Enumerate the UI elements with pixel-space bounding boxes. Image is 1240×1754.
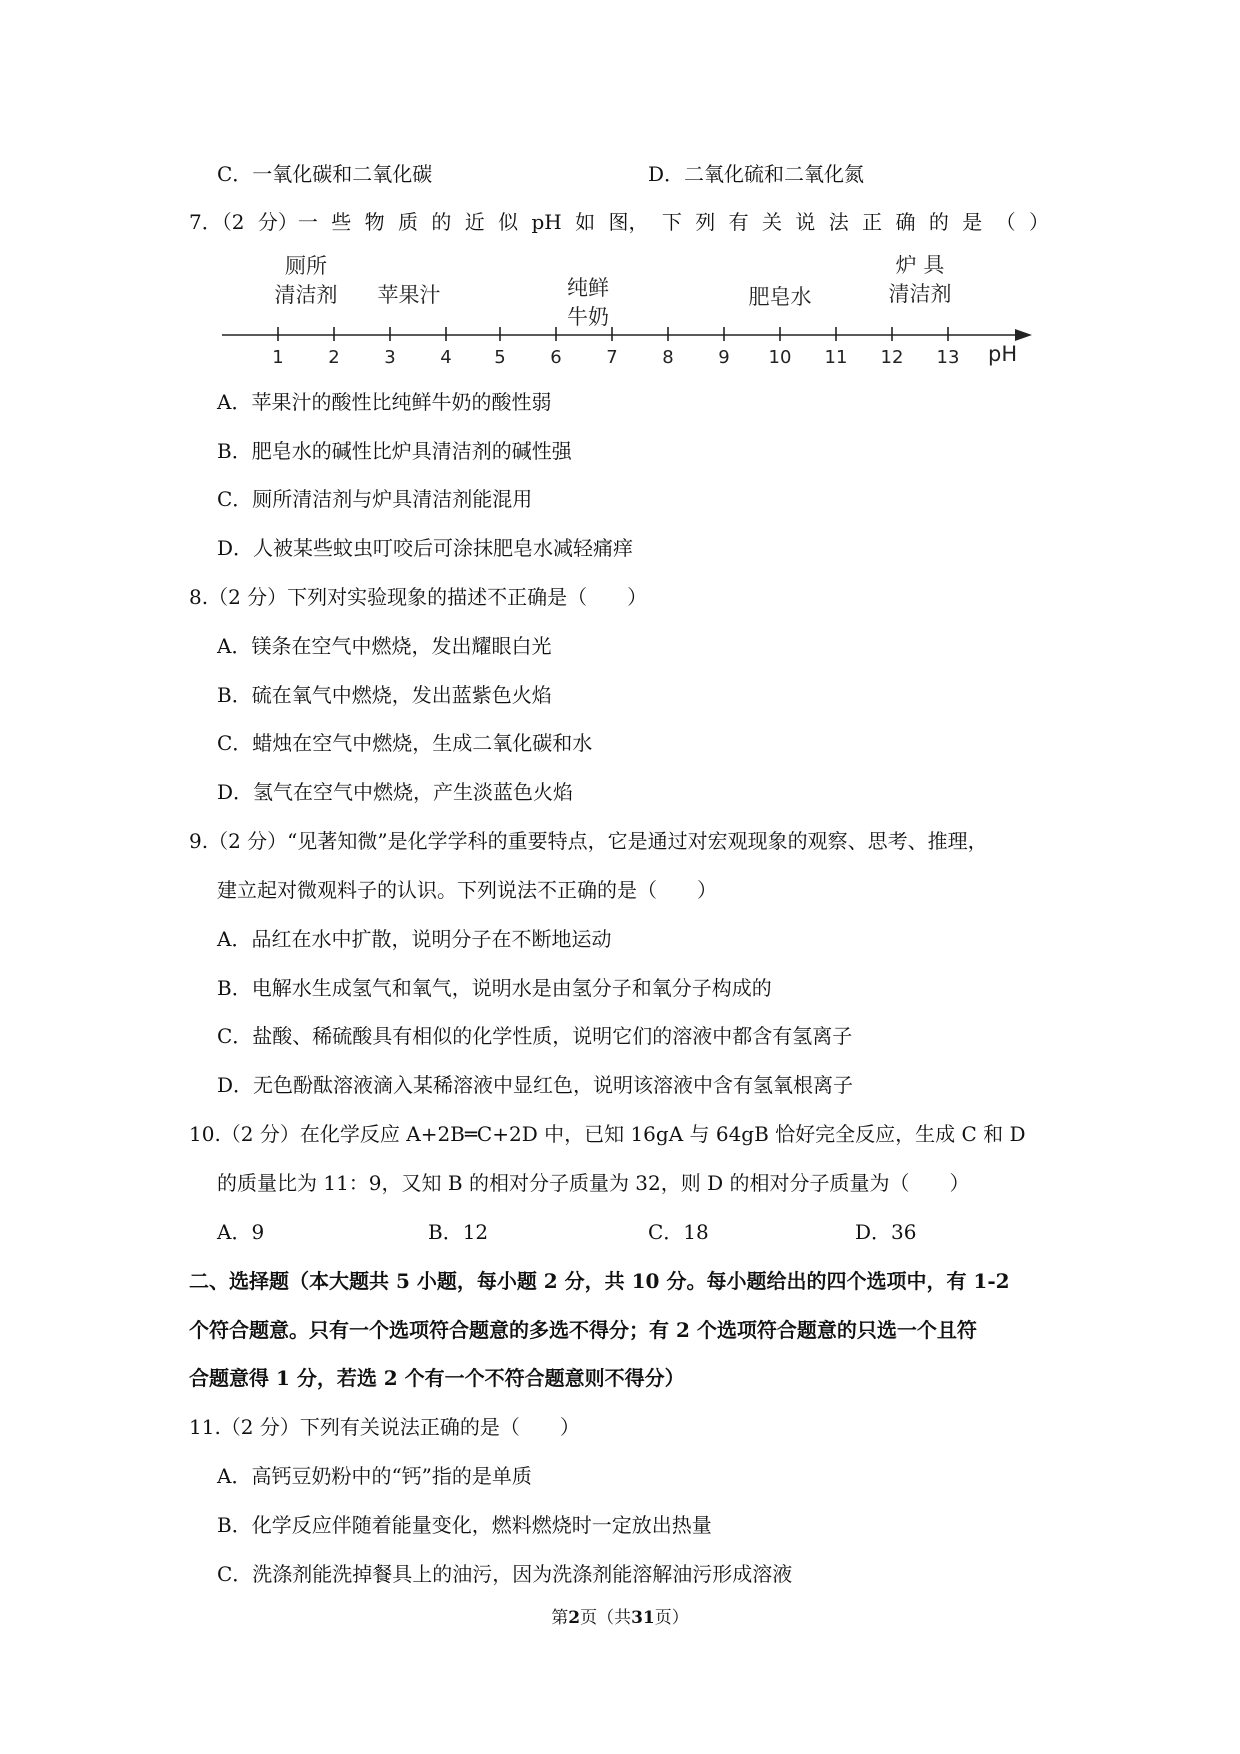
q7-stem-char: 似 bbox=[498, 210, 519, 234]
q10-stem-line1: 10.（2 分）在化学反应 A+2B═C+2D 中，已知 16gA 与 64gB 恰好完全反应，生成 C 和 D bbox=[189, 1122, 1026, 1146]
q7-stem-char: 关 bbox=[761, 210, 782, 234]
q7-stem-char: 的 bbox=[928, 210, 949, 234]
ph-scale-figure bbox=[210, 255, 1040, 375]
section2-heading-line3: 合题意得 1 分，若选 2 个有一个不符合题意则不得分） bbox=[189, 1366, 685, 1390]
ph-tick-label: 1 bbox=[272, 347, 284, 368]
q10-option-a: A．9 bbox=[217, 1220, 265, 1244]
q7-stem-char: ） bbox=[1028, 210, 1049, 234]
ph-tick-label: 8 bbox=[662, 347, 674, 368]
q7-stem-char: （ bbox=[995, 210, 1016, 234]
q7-stem-char: 有 bbox=[728, 210, 749, 234]
ph-substance-label: 苹果汁 bbox=[377, 283, 441, 307]
q11-option-a: A．高钙豆奶粉中的“钙”指的是单质 bbox=[217, 1464, 532, 1488]
section2-heading-line1: 二、选择题（本大题共 5 小题，每小题 2 分，共 10 分。每小题给出的四个选项中，有 1-2 bbox=[189, 1269, 1010, 1293]
footer-mid: 页（共 bbox=[580, 1608, 632, 1628]
q6-option-d: D．二氧化硫和二氧化氮 bbox=[648, 162, 865, 186]
q7-stem-char: 的 bbox=[431, 210, 452, 234]
q7-stem-char: 说 bbox=[795, 210, 816, 234]
ph-substance-label: 肥皂水 bbox=[748, 285, 812, 309]
q7-stem-char: pH bbox=[531, 210, 562, 234]
q7-option-b: B．肥皂水的碱性比炉具清洁剂的碱性强 bbox=[217, 439, 572, 463]
q11-option-c: C．洗涤剂能洗掉餐具上的油污，因为洗涤剂能溶解油污形成溶液 bbox=[217, 1562, 793, 1586]
q7-stem-char: 下 bbox=[661, 210, 682, 234]
q7-stem-char: 列 bbox=[695, 210, 716, 234]
q7-stem-char: 是 bbox=[962, 210, 983, 234]
q9-option-a: A．品红在水中扩散，说明分子在不断地运动 bbox=[217, 927, 612, 951]
q9-option-b: B．电解水生成氢气和氧气，说明水是由氢分子和氧分子构成的 bbox=[217, 976, 772, 1000]
q7-stem-char: 7．（2 bbox=[189, 210, 245, 234]
ph-tick-label: 9 bbox=[718, 347, 730, 368]
q10-option-c: C．18 bbox=[648, 1220, 709, 1244]
footer-post: 页） bbox=[654, 1608, 689, 1628]
footer-total-pages: 31 bbox=[631, 1608, 655, 1628]
q9-option-d: D．无色酚酞溶液滴入某稀溶液中显红色，说明该溶液中含有氢氧根离子 bbox=[217, 1073, 854, 1097]
ph-substance-label: 清洁剂 bbox=[274, 283, 338, 307]
q7-option-c: C．厕所清洁剂与炉具清洁剂能混用 bbox=[217, 487, 533, 511]
q10-option-d: D．36 bbox=[855, 1220, 917, 1244]
q11-option-b: B．化学反应伴随着能量变化，燃料燃烧时一定放出热量 bbox=[217, 1513, 712, 1537]
q7-option-d: D．人被某些蚊虫叮咬后可涂抹肥皂水减轻痛痒 bbox=[217, 536, 634, 560]
ph-substance-label: 厕所 bbox=[285, 255, 327, 278]
ph-axis-arrow bbox=[1015, 329, 1032, 341]
q7-stem-char: 法 bbox=[828, 210, 849, 234]
ph-tick-label: 11 bbox=[824, 347, 848, 368]
ph-tick-label: 13 bbox=[936, 347, 960, 368]
ph-tick-label: 10 bbox=[768, 347, 792, 368]
q7-option-a: A．苹果汁的酸性比纯鲜牛奶的酸性弱 bbox=[217, 390, 552, 414]
q8-option-d: D．氢气在空气中燃烧，产生淡蓝色火焰 bbox=[217, 780, 574, 804]
ph-tick-label: 12 bbox=[880, 347, 904, 368]
ph-substance-label: 炉 具 bbox=[895, 255, 945, 277]
q7-stem-char: 近 bbox=[464, 210, 485, 234]
ph-unit-label: pH bbox=[988, 342, 1018, 366]
q10-stem-line2: 的质量比为 11：9，又知 B 的相对分子质量为 32，则 D 的相对分子质量为（ ） bbox=[217, 1171, 970, 1195]
q7-stem-char: 质 bbox=[397, 210, 418, 234]
q9-stem-line1: 9.（2 分）“见著知微”是化学学科的重要特点，它是通过对宏观现象的观察、思考、推理， bbox=[189, 829, 988, 853]
footer-pre: 第 bbox=[551, 1608, 569, 1628]
q7-stem-char: 些 bbox=[331, 210, 352, 234]
q9-option-c: C．盐酸、稀硫酸具有相似的化学性质，说明它们的溶液中都含有氢离子 bbox=[217, 1024, 853, 1048]
q9-stem-line2: 建立起对微观料子的认识。下列说法不正确的是（ ） bbox=[217, 878, 717, 902]
ph-tick-label: 3 bbox=[384, 347, 396, 368]
footer-page-number: 2 bbox=[568, 1608, 581, 1628]
q7-stem-char: 如 bbox=[575, 210, 596, 234]
q7-stem bbox=[189, 208, 1049, 236]
q7-stem-char: 图， bbox=[608, 210, 649, 234]
ph-substance-label: 牛奶 bbox=[567, 305, 609, 329]
q7-stem-char: 物 bbox=[364, 210, 385, 234]
ph-substance-label: 清洁剂 bbox=[888, 282, 952, 306]
q6-option-c: C．一氧化碳和二氧化碳 bbox=[217, 162, 433, 186]
q8-option-b: B．硫在氧气中燃烧，发出蓝紫色火焰 bbox=[217, 683, 552, 707]
q10-option-b: B．12 bbox=[428, 1220, 489, 1244]
ph-tick-label: 7 bbox=[606, 347, 618, 368]
page-footer bbox=[0, 1606, 1240, 1630]
ph-tick-label: 6 bbox=[550, 347, 562, 368]
ph-substance-label: 纯鲜 bbox=[567, 276, 609, 300]
section2-heading-line2: 个符合题意。只有一个选项符合题意的多选不得分；有 2 个选项符合题意的只选一个且符 bbox=[189, 1318, 977, 1342]
q7-stem-char: 分）一 bbox=[257, 210, 318, 234]
q8-option-c: C．蜡烛在空气中燃烧，生成二氧化碳和水 bbox=[217, 731, 593, 755]
ph-tick-label: 2 bbox=[328, 347, 340, 368]
q7-stem-char: 确 bbox=[895, 210, 916, 234]
ph-tick-label: 5 bbox=[494, 347, 506, 368]
ph-tick-label: 4 bbox=[440, 347, 452, 368]
q7-stem-char: 正 bbox=[862, 210, 883, 234]
q8-option-a: A．镁条在空气中燃烧，发出耀眼白光 bbox=[217, 634, 552, 658]
q8-stem: 8.（2 分）下列对实验现象的描述不正确是（ ） bbox=[189, 585, 648, 609]
q11-stem: 11.（2 分）下列有关说法正确的是（ ） bbox=[189, 1415, 580, 1439]
